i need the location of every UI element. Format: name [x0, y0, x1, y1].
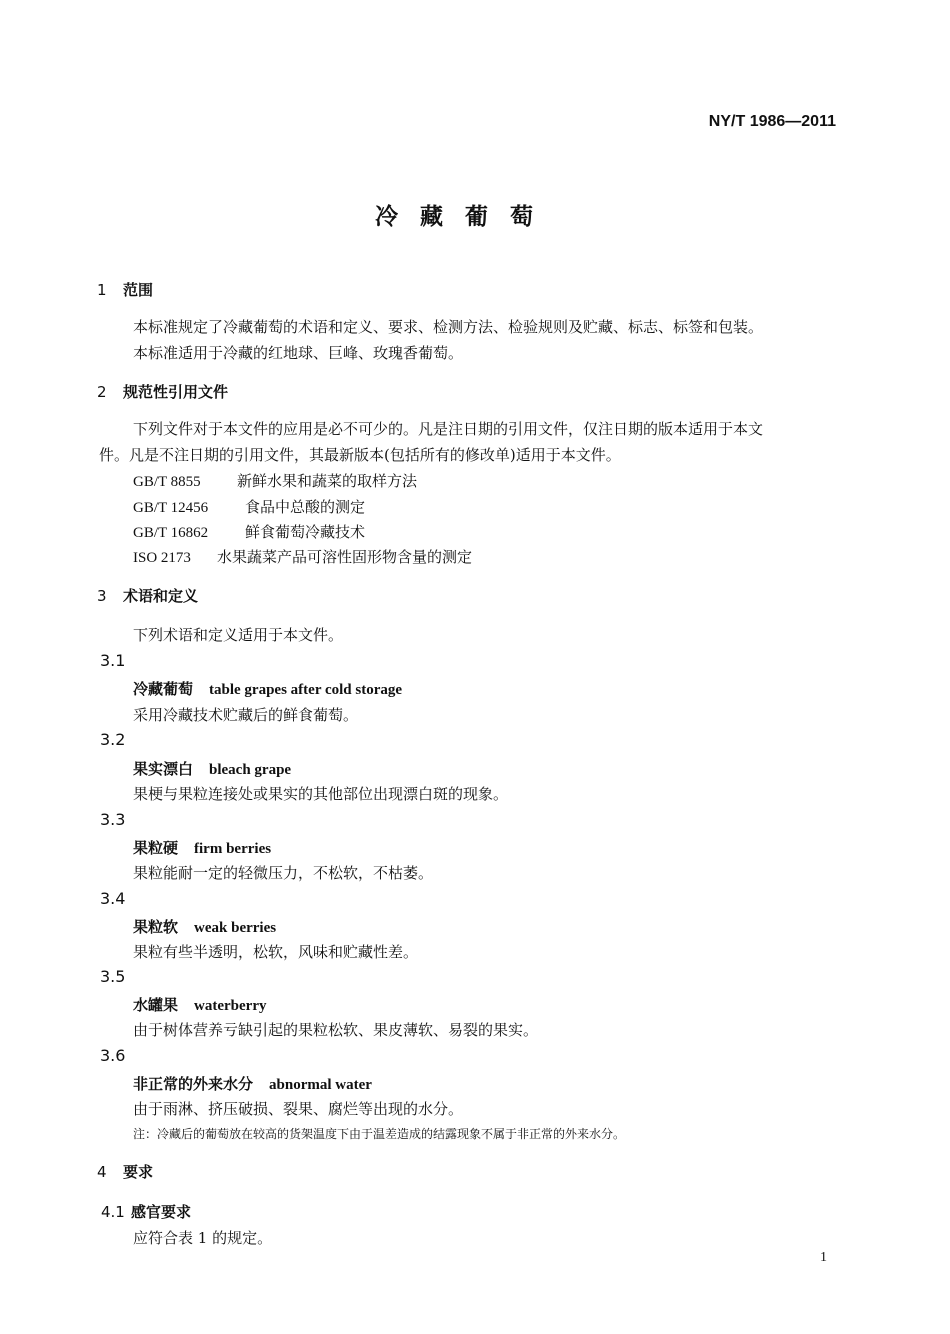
page-number: 1 [820, 1250, 827, 1265]
paragraph: 本标准规定了冷藏葡萄的术语和定义、要求、检测方法、检验规则及贮藏、标志、标签和包装。 [133, 318, 764, 336]
paragraph: 下列术语和定义适用于本文件。 [133, 626, 344, 644]
term-heading [133, 1073, 372, 1094]
term-definition: 果粒有些半透明，松软，风味和贮藏性差。 [133, 943, 419, 961]
subsection-number: 4.1 [101, 1203, 125, 1221]
reference-title: 鲜食葡萄冷藏技术 [245, 523, 366, 541]
section-number: 2 [97, 383, 107, 401]
term-en: abnormal water [269, 1077, 372, 1093]
term-heading [133, 678, 402, 699]
note: 注：冷藏后的葡萄放在较高的货架温度下由于温差造成的结露现象不属于非正常的外来水分。 [133, 1127, 626, 1141]
term-definition: 果粒能耐一定的轻微压力，不松软，不枯萎。 [133, 864, 434, 882]
section-1-heading [97, 279, 153, 300]
term-definition: 由于雨淋、挤压破损、裂果、腐烂等出现的水分。 [133, 1100, 464, 1118]
standard-code: NY/T 1986—2011 [708, 113, 836, 130]
section-number: 1 [97, 281, 107, 299]
term-en: waterberry [194, 998, 267, 1014]
section-number: 3 [97, 587, 107, 605]
paragraph-continuation: 件。凡是不注日期的引用文件，其最新版本(包括所有的修改单)适用于本文件。 [99, 446, 621, 464]
term-zh: 水罐果 [133, 996, 179, 1014]
document-title: 冷藏葡萄 [375, 204, 555, 230]
term-en: weak berries [194, 920, 277, 936]
paragraph: 下列文件对于本文件的应用是必不可少的。凡是注日期的引用文件，仅注日期的版本适用于本文 [133, 420, 764, 438]
reference-item [133, 546, 472, 567]
term-heading [133, 916, 276, 937]
reference-item [133, 521, 365, 542]
term-zh: 果粒硬 [133, 839, 179, 857]
term-definition: 由于树体营养亏缺引起的果粒松软、果皮薄软、易裂的果实。 [133, 1021, 539, 1039]
reference-title: 食品中总酸的测定 [245, 498, 366, 516]
term-en: table grapes after cold storage [209, 682, 403, 698]
subsection-4-1-heading [101, 1201, 191, 1222]
term-en: firm berries [194, 841, 272, 857]
paragraph: 本标准适用于冷藏的红地球、巨峰、玫瑰香葡萄。 [133, 344, 464, 362]
section-title: 术语和定义 [123, 587, 199, 605]
term-number: 3.3 [100, 810, 126, 829]
subsection-title: 感官要求 [131, 1203, 192, 1221]
term-heading [133, 994, 266, 1015]
reference-item [133, 470, 417, 491]
term-zh: 果实漂白 [133, 760, 194, 778]
reference-code: ISO 2173 [133, 550, 191, 566]
section-number: 4 [97, 1163, 107, 1181]
term-definition: 果梗与果粒连接处或果实的其他部位出现漂白斑的现象。 [133, 785, 509, 803]
term-zh: 果粒软 [133, 918, 179, 936]
term-zh: 冷藏葡萄 [133, 680, 194, 698]
reference-code: GB/T 8855 [133, 474, 201, 490]
reference-title: 新鲜水果和蔬菜的取样方法 [237, 472, 418, 490]
section-title: 规范性引用文件 [123, 383, 229, 401]
reference-code: GB/T 12456 [133, 500, 209, 516]
term-number: 3.5 [100, 967, 126, 986]
reference-title: 水果蔬菜产品可溶性固形物含量的测定 [217, 548, 473, 566]
term-en: bleach grape [209, 762, 292, 778]
term-number: 3.6 [100, 1046, 126, 1065]
reference-item [133, 496, 365, 517]
term-number: 3.1 [100, 651, 126, 670]
term-heading [133, 837, 271, 858]
term-definition: 采用冷藏技术贮藏后的鲜食葡萄。 [133, 706, 359, 724]
term-heading [133, 758, 291, 779]
section-4-heading [97, 1161, 153, 1182]
paragraph: 应符合表 1 的规定。 [133, 1229, 273, 1247]
section-title: 要求 [123, 1163, 154, 1181]
term-zh: 非正常的外来水分 [133, 1075, 254, 1093]
term-number: 3.2 [100, 730, 126, 749]
section-3-heading [97, 585, 198, 606]
section-title: 范围 [123, 281, 154, 299]
term-number: 3.4 [100, 889, 126, 908]
section-2-heading [97, 381, 228, 402]
reference-code: GB/T 16862 [133, 525, 209, 541]
